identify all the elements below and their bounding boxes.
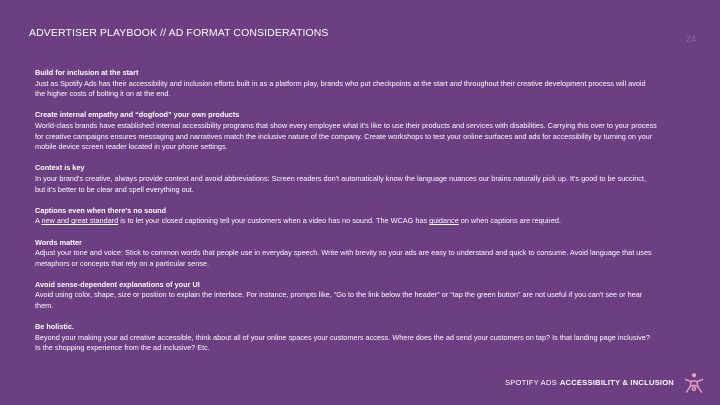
- body-text: is to let your closed captioning tell your customers when a video has no sound. The WCAG has: [118, 216, 430, 226]
- body-text: A: [35, 216, 42, 226]
- section-body: Adjust your tone and voice: Stick to common words that people use in everyday speech. Write with brevity so your ads are easy to understand and quick to consume. Avoid language that uses metaphors or concepts that rely on a particular sense.: [35, 248, 652, 268]
- link-new-standard[interactable]: new and great standard: [41, 216, 119, 226]
- section-heading: Build for inclusion at the start: [35, 68, 139, 77]
- section-body: In your brand's creative, always provide context and avoid abbreviations: Screen readers don't automatically know the language nuances our brains naturally pick up. It's good to be succinct, but it's better to be clear and spell everything out.: [35, 173, 646, 194]
- section-heading: Create internal empathy and “dogfood” your own products: [35, 110, 240, 120]
- section-heading: Captions even when there's no sound: [35, 205, 167, 215]
- footer-tagline: ACCESSIBILITY & INCLUSION: [559, 378, 674, 387]
- section-be-holistic: [35, 322, 657, 354]
- section-body: [35, 79, 657, 100]
- body-text: Just as Spotify Ads has their accessibility and inclusion efforts built in as a platform play, brands who put checkpoints at the start: [35, 78, 450, 88]
- section-context-is-key: [35, 163, 657, 195]
- section-internal-empathy: [35, 110, 657, 152]
- section-heading: Context is key: [35, 163, 85, 173]
- playbook-content: [35, 68, 657, 365]
- section-heading: Avoid sense-dependent explanations of your UI: [35, 279, 200, 289]
- footer-brand: SPOTIFY ADS: [505, 378, 557, 387]
- section-build-for-inclusion: [35, 68, 657, 100]
- body-text: on when captions are required.: [458, 216, 561, 226]
- section-heading: Words matter: [35, 237, 82, 247]
- section-body: Avoid using color, shape, size or position to explain the interface. For instance, prompts like, “Go to the link below the header” or “tap the green button” are not useful if you can't see or hear them.: [35, 290, 643, 311]
- page-title: ADVERTISER PLAYBOOK // AD FORMAT CONSIDERATIONS: [29, 27, 329, 39]
- link-wcag-guidance[interactable]: guidance: [429, 216, 459, 226]
- accessibility-figure-icon: [682, 371, 706, 395]
- body-text: throughout their creative development process will avoid the higher costs of bolting it on at the end.: [35, 78, 646, 99]
- footer-branding: [505, 378, 674, 387]
- section-heading: Be holistic.: [35, 322, 74, 332]
- section-captions: [35, 206, 657, 227]
- section-body: [35, 216, 657, 227]
- body-emphasis: and: [449, 78, 462, 88]
- section-words-matter: [35, 238, 657, 270]
- section-body: World-class brands have established internal accessibility programs that show every employee what it's like to use their products and services with disabilities. Carrying this over to your process for creative campaigns ensures messaging and narratives match the inclusive nature of the company. Create workshops to test your online surfaces and ads for accessibility by turning on your mobile device screen reader located in your phone settings.: [35, 120, 657, 152]
- section-body: Beyond your making your ad creative accessible, think about all of your online spaces your customers access. Where does the ad send your customers on tap? Is that landing page inclusive? Is the shopping experience from the ad inclusive? Etc.: [35, 332, 650, 353]
- section-sense-dependent: [35, 280, 657, 312]
- page-number: 24: [685, 34, 696, 44]
